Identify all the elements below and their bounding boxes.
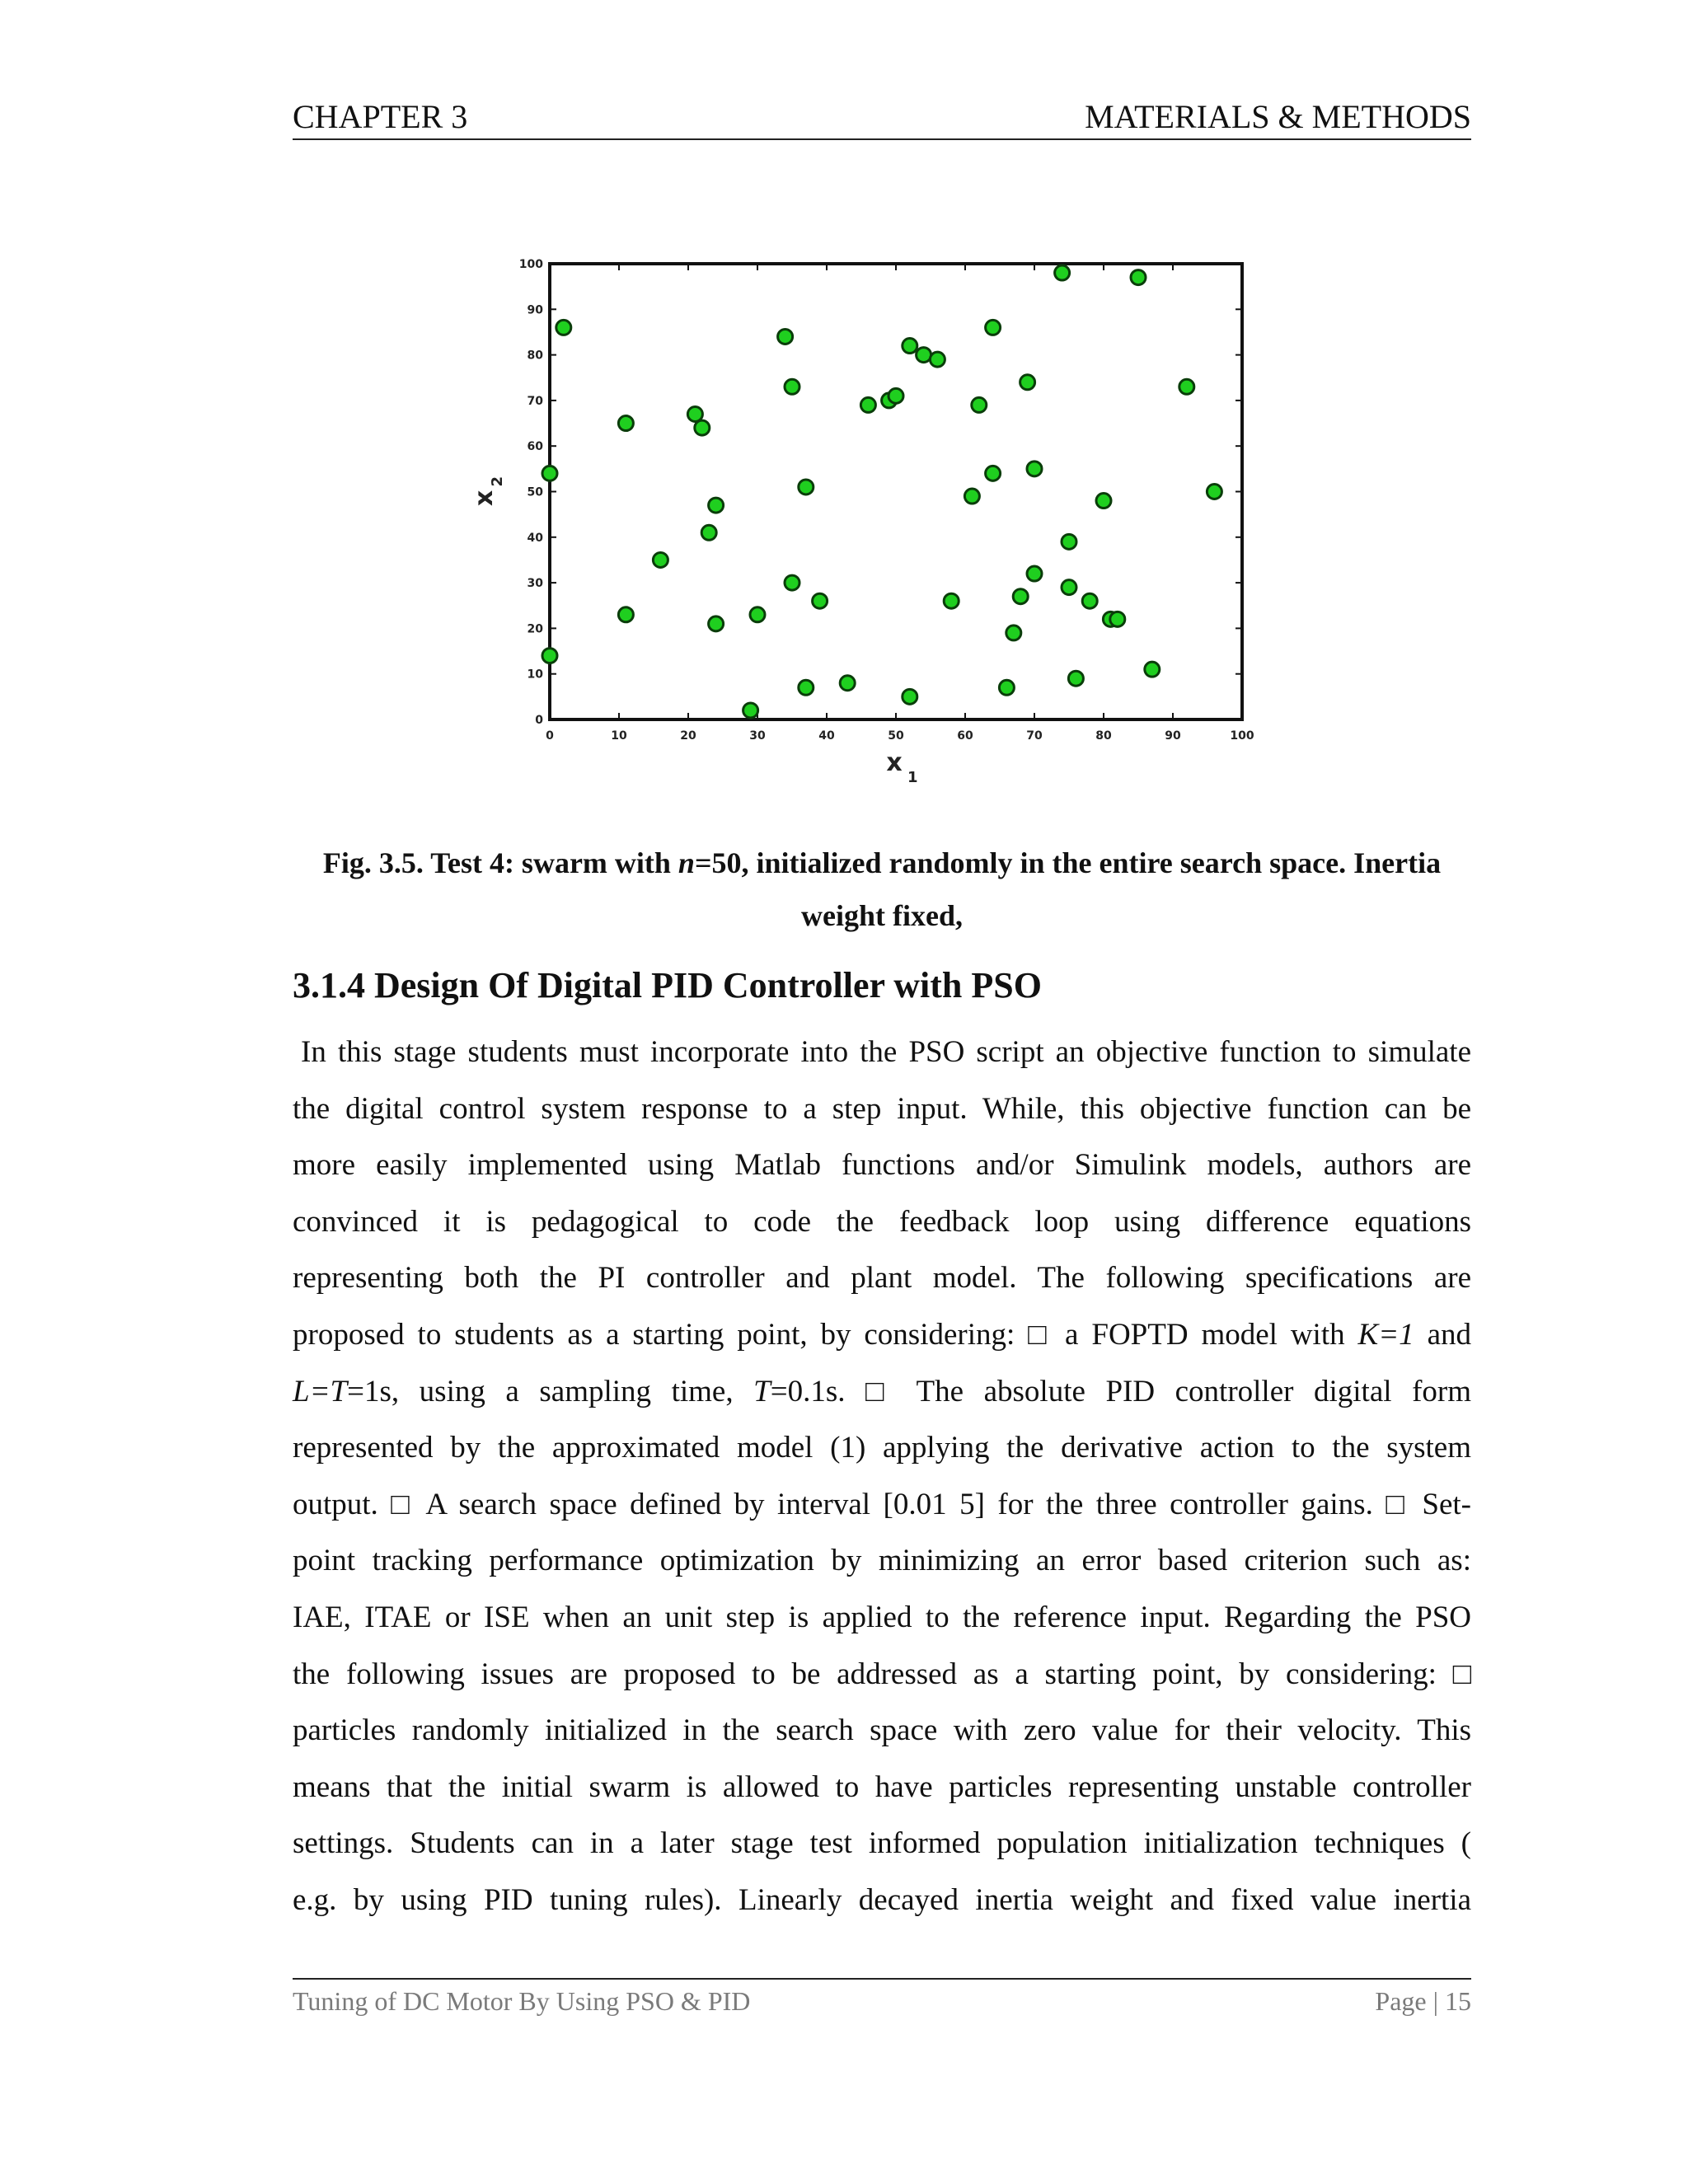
data-point: [618, 607, 633, 622]
x-tick-label: 70: [1026, 729, 1043, 743]
caption-line-1: [293, 837, 1471, 889]
y-tick-label: 70: [527, 394, 543, 408]
y-tick-label: 50: [527, 485, 543, 499]
data-point: [1062, 580, 1076, 595]
y-axis-label-group: [470, 476, 506, 506]
y-tick-label: 90: [527, 303, 543, 317]
x-tick-label: 0: [546, 729, 554, 743]
data-point: [1068, 671, 1083, 686]
data-point: [785, 575, 799, 590]
caption-line-2: weight fixed,: [801, 899, 963, 932]
page-number: Page | 15: [1375, 1986, 1471, 2016]
data-point: [743, 703, 758, 718]
figure-caption: [293, 837, 1471, 942]
data-point: [709, 616, 724, 631]
data-point: [986, 320, 1001, 335]
data-point: [799, 480, 814, 494]
data-point: [1179, 379, 1194, 394]
text-run: =1s, using a sampling time,: [347, 1374, 754, 1408]
data-point: [813, 593, 828, 608]
section-heading: 3.1.4 Design Of Digital PID Controller with PSO: [293, 965, 1042, 1005]
y-axis-subscript: 2: [489, 476, 506, 487]
data-point: [903, 339, 917, 354]
paragraph-line: In this stage students must incorporate into the PSO script an objective function to simulate: [301, 1035, 1471, 1069]
paragraph-line: represented by the approximated model (1) applying the derivative action to the system: [293, 1431, 1471, 1465]
data-point: [750, 607, 765, 622]
y-tick-label: 100: [518, 258, 543, 271]
y-tick-label: 40: [527, 531, 543, 545]
data-point: [542, 466, 557, 480]
data-point: [1207, 485, 1221, 499]
caption-line1-pre: Fig. 3.5. Test 4: swarm with: [322, 846, 678, 879]
x-tick-label: 60: [957, 729, 973, 743]
caption-line1-post: =50, initialized randomly in the entire search space. Inertia: [694, 846, 1442, 879]
paragraph-line: particles randomly initialized in the search space with zero value for their velocity. This: [293, 1713, 1471, 1748]
paragraph-line: more easily implemented using Matlab functions and/or Simulink models, authors are: [293, 1148, 1471, 1183]
y-tick-label: 0: [535, 714, 543, 727]
italic-lt: L=T: [293, 1374, 348, 1408]
data-point: [687, 406, 702, 421]
data-point: [903, 689, 917, 704]
data-point: [1145, 662, 1160, 677]
data-point: [799, 680, 814, 695]
text-run: =0.1s. □ The absolute PID controller digital form: [770, 1374, 1471, 1408]
data-point: [1062, 534, 1076, 549]
paragraph-line: [293, 1364, 1471, 1421]
data-point: [1013, 589, 1028, 604]
x-axis-subscript: 1: [907, 769, 918, 786]
x-tick-label: 50: [888, 729, 904, 743]
data-point: [1006, 626, 1021, 640]
data-point: [860, 397, 875, 412]
paragraph-line: e.g. by using PID tuning rules). Linearly decayed inertia weight and fixed value inertia: [293, 1882, 1471, 1917]
data-point: [999, 680, 1014, 695]
data-point: [785, 379, 799, 394]
page-footer: [293, 1978, 1471, 2016]
x-tick-label: 40: [818, 729, 835, 743]
data-point: [709, 498, 724, 513]
data-point: [972, 397, 987, 412]
body-paragraph: [293, 1024, 1471, 1929]
italic-t: T: [753, 1374, 771, 1408]
x-tick-label: 80: [1095, 729, 1112, 743]
y-tick-label: 60: [527, 440, 543, 454]
caption-n: n: [678, 846, 695, 879]
data-point: [1131, 270, 1146, 285]
y-tick-label: 80: [527, 349, 543, 363]
paragraph-line: settings. Students can in a later stage test informed population initialization techniques (: [293, 1826, 1471, 1861]
data-point: [542, 649, 557, 663]
data-point: [1096, 494, 1111, 509]
y-tick-label: 10: [527, 668, 543, 682]
italic-k: K=1: [1357, 1317, 1414, 1352]
data-point: [944, 593, 959, 608]
data-point: [1020, 375, 1035, 390]
swarm-scatter-chart: [462, 247, 1286, 808]
plot-frame: [550, 264, 1242, 719]
paragraph-line: means that the initial swarm is allowed to have particles representing unstable controller: [293, 1769, 1471, 1804]
data-point: [1027, 566, 1042, 581]
x-tick-label: 10: [611, 729, 627, 743]
data-point: [618, 416, 633, 431]
paragraph-line: [293, 1307, 1471, 1364]
paragraph-line: representing both the PI controller and plant model. The following specifications are: [293, 1261, 1471, 1296]
paragraph-line: IAE, ITAE or ISE when an unit step is applied to the reference input. Regarding the PSO: [293, 1600, 1471, 1634]
text-run: proposed to students as a starting point, by considering: □ a FOPTD model with: [293, 1317, 1358, 1352]
x-tick-label: 30: [749, 729, 766, 743]
paragraph-line: point tracking performance optimization by minimizing an error based criterion such as:: [293, 1544, 1471, 1578]
data-point: [1055, 265, 1070, 280]
data-point: [701, 525, 716, 540]
data-point: [653, 552, 668, 567]
paragraph-line: the digital control system response to a step input. While, this objective function can be: [293, 1091, 1471, 1126]
footer-title: Tuning of DC Motor By Using PSO & PID: [293, 1986, 751, 2016]
paragraph-line: output. □ A search space defined by interval [0.01 5] for the three controller gains. □ Set-: [293, 1487, 1471, 1521]
data-point: [840, 676, 855, 691]
data-point: [778, 329, 793, 344]
chapter-label: CHAPTER 3: [293, 98, 468, 135]
data-point: [1082, 593, 1097, 608]
text-run: and: [1414, 1317, 1471, 1352]
x-tick-label: 90: [1165, 729, 1181, 743]
y-axis-label: x: [470, 490, 499, 507]
data-point: [930, 352, 945, 367]
y-tick-label: 20: [527, 622, 543, 636]
data-point: [964, 489, 979, 504]
data-point: [917, 348, 931, 363]
x-tick-label: 20: [680, 729, 696, 743]
data-point: [986, 466, 1001, 480]
data-point: [695, 420, 710, 435]
data-point: [889, 388, 903, 403]
data-point: [1110, 612, 1125, 626]
data-point: [556, 320, 571, 335]
x-tick-label: 100: [1230, 729, 1254, 743]
data-point: [1027, 462, 1042, 476]
page-header: [293, 97, 1471, 140]
x-axis-label: x: [886, 748, 903, 777]
paragraph-line: convinced it is pedagogical to code the feedback loop using difference equations: [293, 1204, 1471, 1239]
y-tick-label: 30: [527, 577, 543, 591]
section-label: MATERIALS & METHODS: [1085, 98, 1471, 135]
paragraph-line: the following issues are proposed to be addressed as a starting point, by considering: □: [293, 1657, 1471, 1691]
